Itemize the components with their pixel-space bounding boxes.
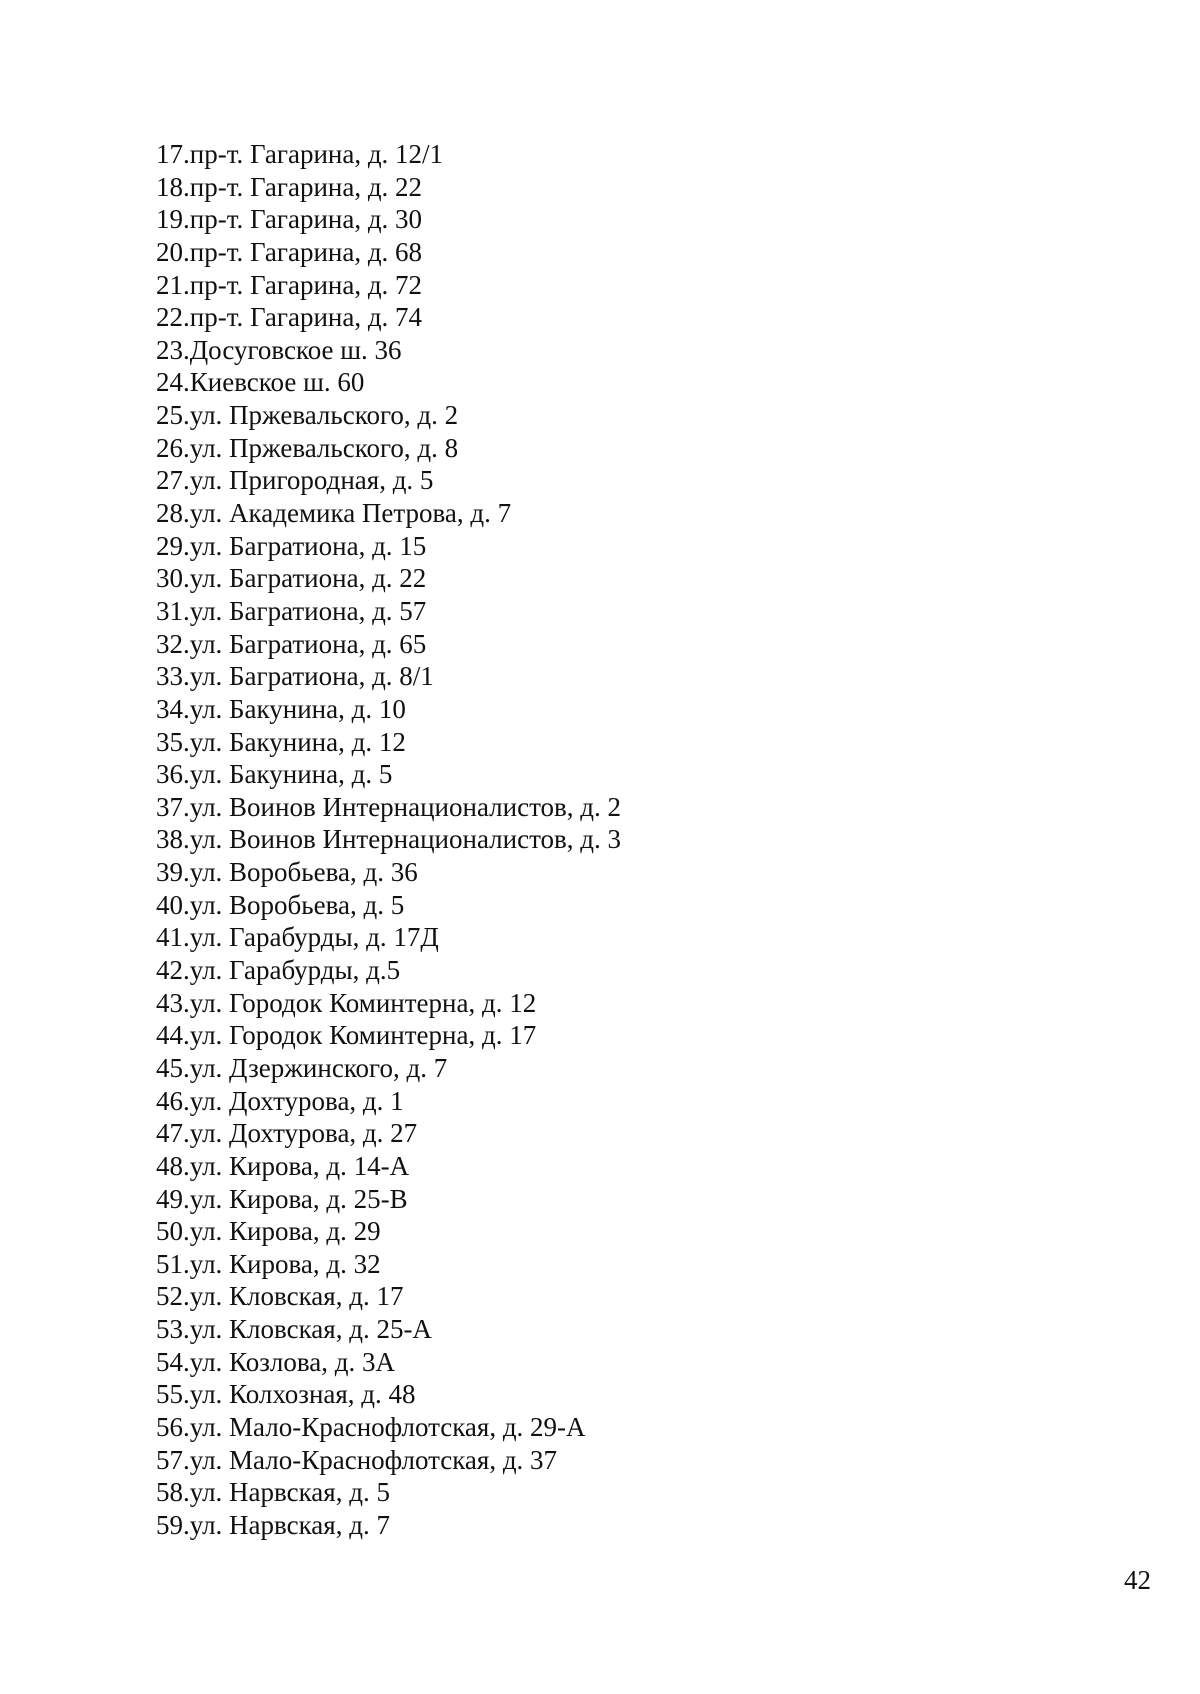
list-item <box>156 1085 621 1118</box>
list-item-address: ул. Гарабурды, д. 17Д <box>189 922 439 953</box>
list-item <box>156 269 621 302</box>
list-item <box>156 1346 621 1379</box>
list-item-number: 44. <box>156 1020 190 1051</box>
list-item-address: ул. Пригородная, д. 5 <box>189 465 434 496</box>
list-item <box>156 432 621 465</box>
list-item <box>156 399 621 432</box>
list-item-number: 23. <box>156 334 190 365</box>
list-item-address: ул. Бакунина, д. 10 <box>189 693 406 724</box>
list-item <box>156 366 621 399</box>
list-item-number: 43. <box>156 987 190 1018</box>
list-item-address: ул. Гарабурды, д.5 <box>189 955 401 986</box>
list-item <box>156 1183 621 1216</box>
list-item <box>156 726 621 759</box>
list-item <box>156 1052 621 1085</box>
list-item <box>156 693 621 726</box>
list-item-number: 24. <box>156 367 190 398</box>
list-item-address: пр-т. Гагарина, д. 30 <box>189 204 423 235</box>
list-item <box>156 138 621 171</box>
list-item-address: ул. Козлова, д. 3А <box>189 1346 395 1377</box>
list-item <box>156 301 621 334</box>
list-item-address: ул. Нарвская, д. 7 <box>189 1509 390 1540</box>
list-item <box>156 236 621 269</box>
list-item-number: 30. <box>156 563 190 594</box>
list-item-number: 39. <box>156 857 190 888</box>
list-item-number: 51. <box>156 1248 190 1279</box>
list-item-number: 32. <box>156 628 190 659</box>
list-item-address: ул. Багратиона, д. 8/1 <box>189 661 434 692</box>
list-item <box>156 1313 621 1346</box>
list-item-address: ул. Бакунина, д. 5 <box>189 759 393 790</box>
list-item-number: 45. <box>156 1052 190 1083</box>
list-item-address: ул. Багратиона, д. 15 <box>189 530 427 561</box>
list-item-number: 42. <box>156 955 190 986</box>
list-item <box>156 1411 621 1444</box>
list-item-number: 49. <box>156 1183 190 1214</box>
list-item-address: ул. Воробьева, д. 36 <box>189 857 418 888</box>
list-item-address: ул. Багратиона, д. 57 <box>189 595 427 626</box>
list-item <box>156 464 621 497</box>
list-item <box>156 562 621 595</box>
list-item <box>156 823 621 856</box>
list-item-number: 54. <box>156 1346 190 1377</box>
list-item-number: 29. <box>156 530 190 561</box>
list-item <box>156 987 621 1020</box>
list-item-address: ул. Воробьева, д. 5 <box>189 889 405 920</box>
list-item <box>156 1019 621 1052</box>
list-item-address: ул. Кирова, д. 25-В <box>189 1183 408 1214</box>
list-item-number: 31. <box>156 595 190 626</box>
list-item-number: 55. <box>156 1379 190 1410</box>
list-item <box>156 1509 621 1542</box>
list-item <box>156 889 621 922</box>
list-item-address: ул. Кирова, д. 29 <box>189 1216 381 1247</box>
list-item <box>156 1150 621 1183</box>
list-item-number: 33. <box>156 661 190 692</box>
list-item-address: ул. Кловская, д. 25-А <box>189 1314 432 1345</box>
list-item-address: ул. Кирова, д. 32 <box>189 1248 381 1279</box>
list-item-number: 57. <box>156 1444 190 1475</box>
list-item-number: 35. <box>156 726 190 757</box>
list-item-address: ул. Пржевальского, д. 2 <box>189 400 459 431</box>
list-item-number: 53. <box>156 1314 190 1345</box>
list-item-address: ул. Дохтурова, д. 27 <box>189 1118 418 1149</box>
list-item-address: пр-т. Гагарина, д. 22 <box>189 171 423 202</box>
list-item-number: 58. <box>156 1477 190 1508</box>
list-item <box>156 334 621 367</box>
list-item-number: 25. <box>156 400 190 431</box>
list-item-number: 18. <box>156 171 190 202</box>
list-item-address: ул. Кирова, д. 14-А <box>189 1150 410 1181</box>
list-item-number: 21. <box>156 269 190 300</box>
list-item-number: 40. <box>156 889 190 920</box>
list-item <box>156 595 621 628</box>
list-item-address: пр-т. Гагарина, д. 72 <box>189 269 423 300</box>
list-item-number: 19. <box>156 204 190 235</box>
list-item <box>156 203 621 236</box>
list-item-address: ул. Воинов Интернационалистов, д. 2 <box>189 791 622 822</box>
list-item-number: 46. <box>156 1085 190 1116</box>
list-item-address: ул. Городок Коминтерна, д. 17 <box>189 1020 537 1051</box>
list-item-address: ул. Дзержинского, д. 7 <box>189 1052 448 1083</box>
list-item-number: 37. <box>156 791 190 822</box>
list-item <box>156 628 621 661</box>
list-item <box>156 660 621 693</box>
address-list <box>156 138 621 1542</box>
list-item-address: ул. Бакунина, д. 12 <box>189 726 406 757</box>
list-item <box>156 497 621 530</box>
list-item-number: 48. <box>156 1150 190 1181</box>
list-item-address: ул. Багратиона, д. 22 <box>189 563 427 594</box>
list-item-address: ул. Академика Петрова, д. 7 <box>189 498 512 529</box>
list-item-address: ул. Дохтурова, д. 1 <box>189 1085 404 1116</box>
list-item-address: ул. Воинов Интернационалистов, д. 3 <box>189 824 622 855</box>
list-item-number: 41. <box>156 922 190 953</box>
list-item-number: 59. <box>156 1509 190 1540</box>
list-item-number: 52. <box>156 1281 190 1312</box>
list-item-number: 17. <box>156 139 190 169</box>
list-item-address: пр-т. Гагарина, д. 68 <box>189 236 423 267</box>
page-number: 42 <box>1124 1565 1151 1595</box>
list-item <box>156 954 621 987</box>
list-item <box>156 1215 621 1248</box>
list-item <box>156 791 621 824</box>
list-item <box>156 758 621 791</box>
list-item <box>156 1280 621 1313</box>
list-item-address: ул. Мало-Краснофлотская, д. 29-А <box>189 1411 586 1442</box>
list-item <box>156 1378 621 1411</box>
list-item-address: ул. Колхозная, д. 48 <box>189 1379 416 1410</box>
list-item-number: 20. <box>156 236 190 267</box>
list-item-number: 50. <box>156 1216 190 1247</box>
list-item <box>156 1476 621 1509</box>
list-item <box>156 856 621 889</box>
list-item <box>156 1248 621 1281</box>
list-item-address: ул. Пржевальского, д. 8 <box>189 432 459 463</box>
list-item-address: ул. Мало-Краснофлотская, д. 37 <box>189 1444 558 1475</box>
list-item-address: Киевское ш. 60 <box>189 367 365 398</box>
list-item-address: пр-т. Гагарина, д. 12/1 <box>189 139 444 169</box>
list-item <box>156 921 621 954</box>
list-item-number: 22. <box>156 302 190 333</box>
list-item <box>156 171 621 204</box>
list-item-number: 47. <box>156 1118 190 1149</box>
list-item-number: 26. <box>156 432 190 463</box>
list-item-number: 34. <box>156 693 190 724</box>
list-item-number: 56. <box>156 1411 190 1442</box>
list-item-address: ул. Нарвская, д. 5 <box>189 1477 390 1508</box>
list-item <box>156 1117 621 1150</box>
list-item-address: пр-т. Гагарина, д. 74 <box>189 302 423 333</box>
list-item-number: 38. <box>156 824 190 855</box>
list-item-number: 28. <box>156 498 190 529</box>
list-item-address: ул. Городок Коминтерна, д. 12 <box>189 987 537 1018</box>
list-item <box>156 530 621 563</box>
list-item-number: 27. <box>156 465 190 496</box>
list-item-number: 36. <box>156 759 190 790</box>
list-item <box>156 1444 621 1477</box>
list-item-address: ул. Кловская, д. 17 <box>189 1281 404 1312</box>
list-item-address: Досуговское ш. 36 <box>189 334 402 365</box>
list-item-address: ул. Багратиона, д. 65 <box>189 628 427 659</box>
